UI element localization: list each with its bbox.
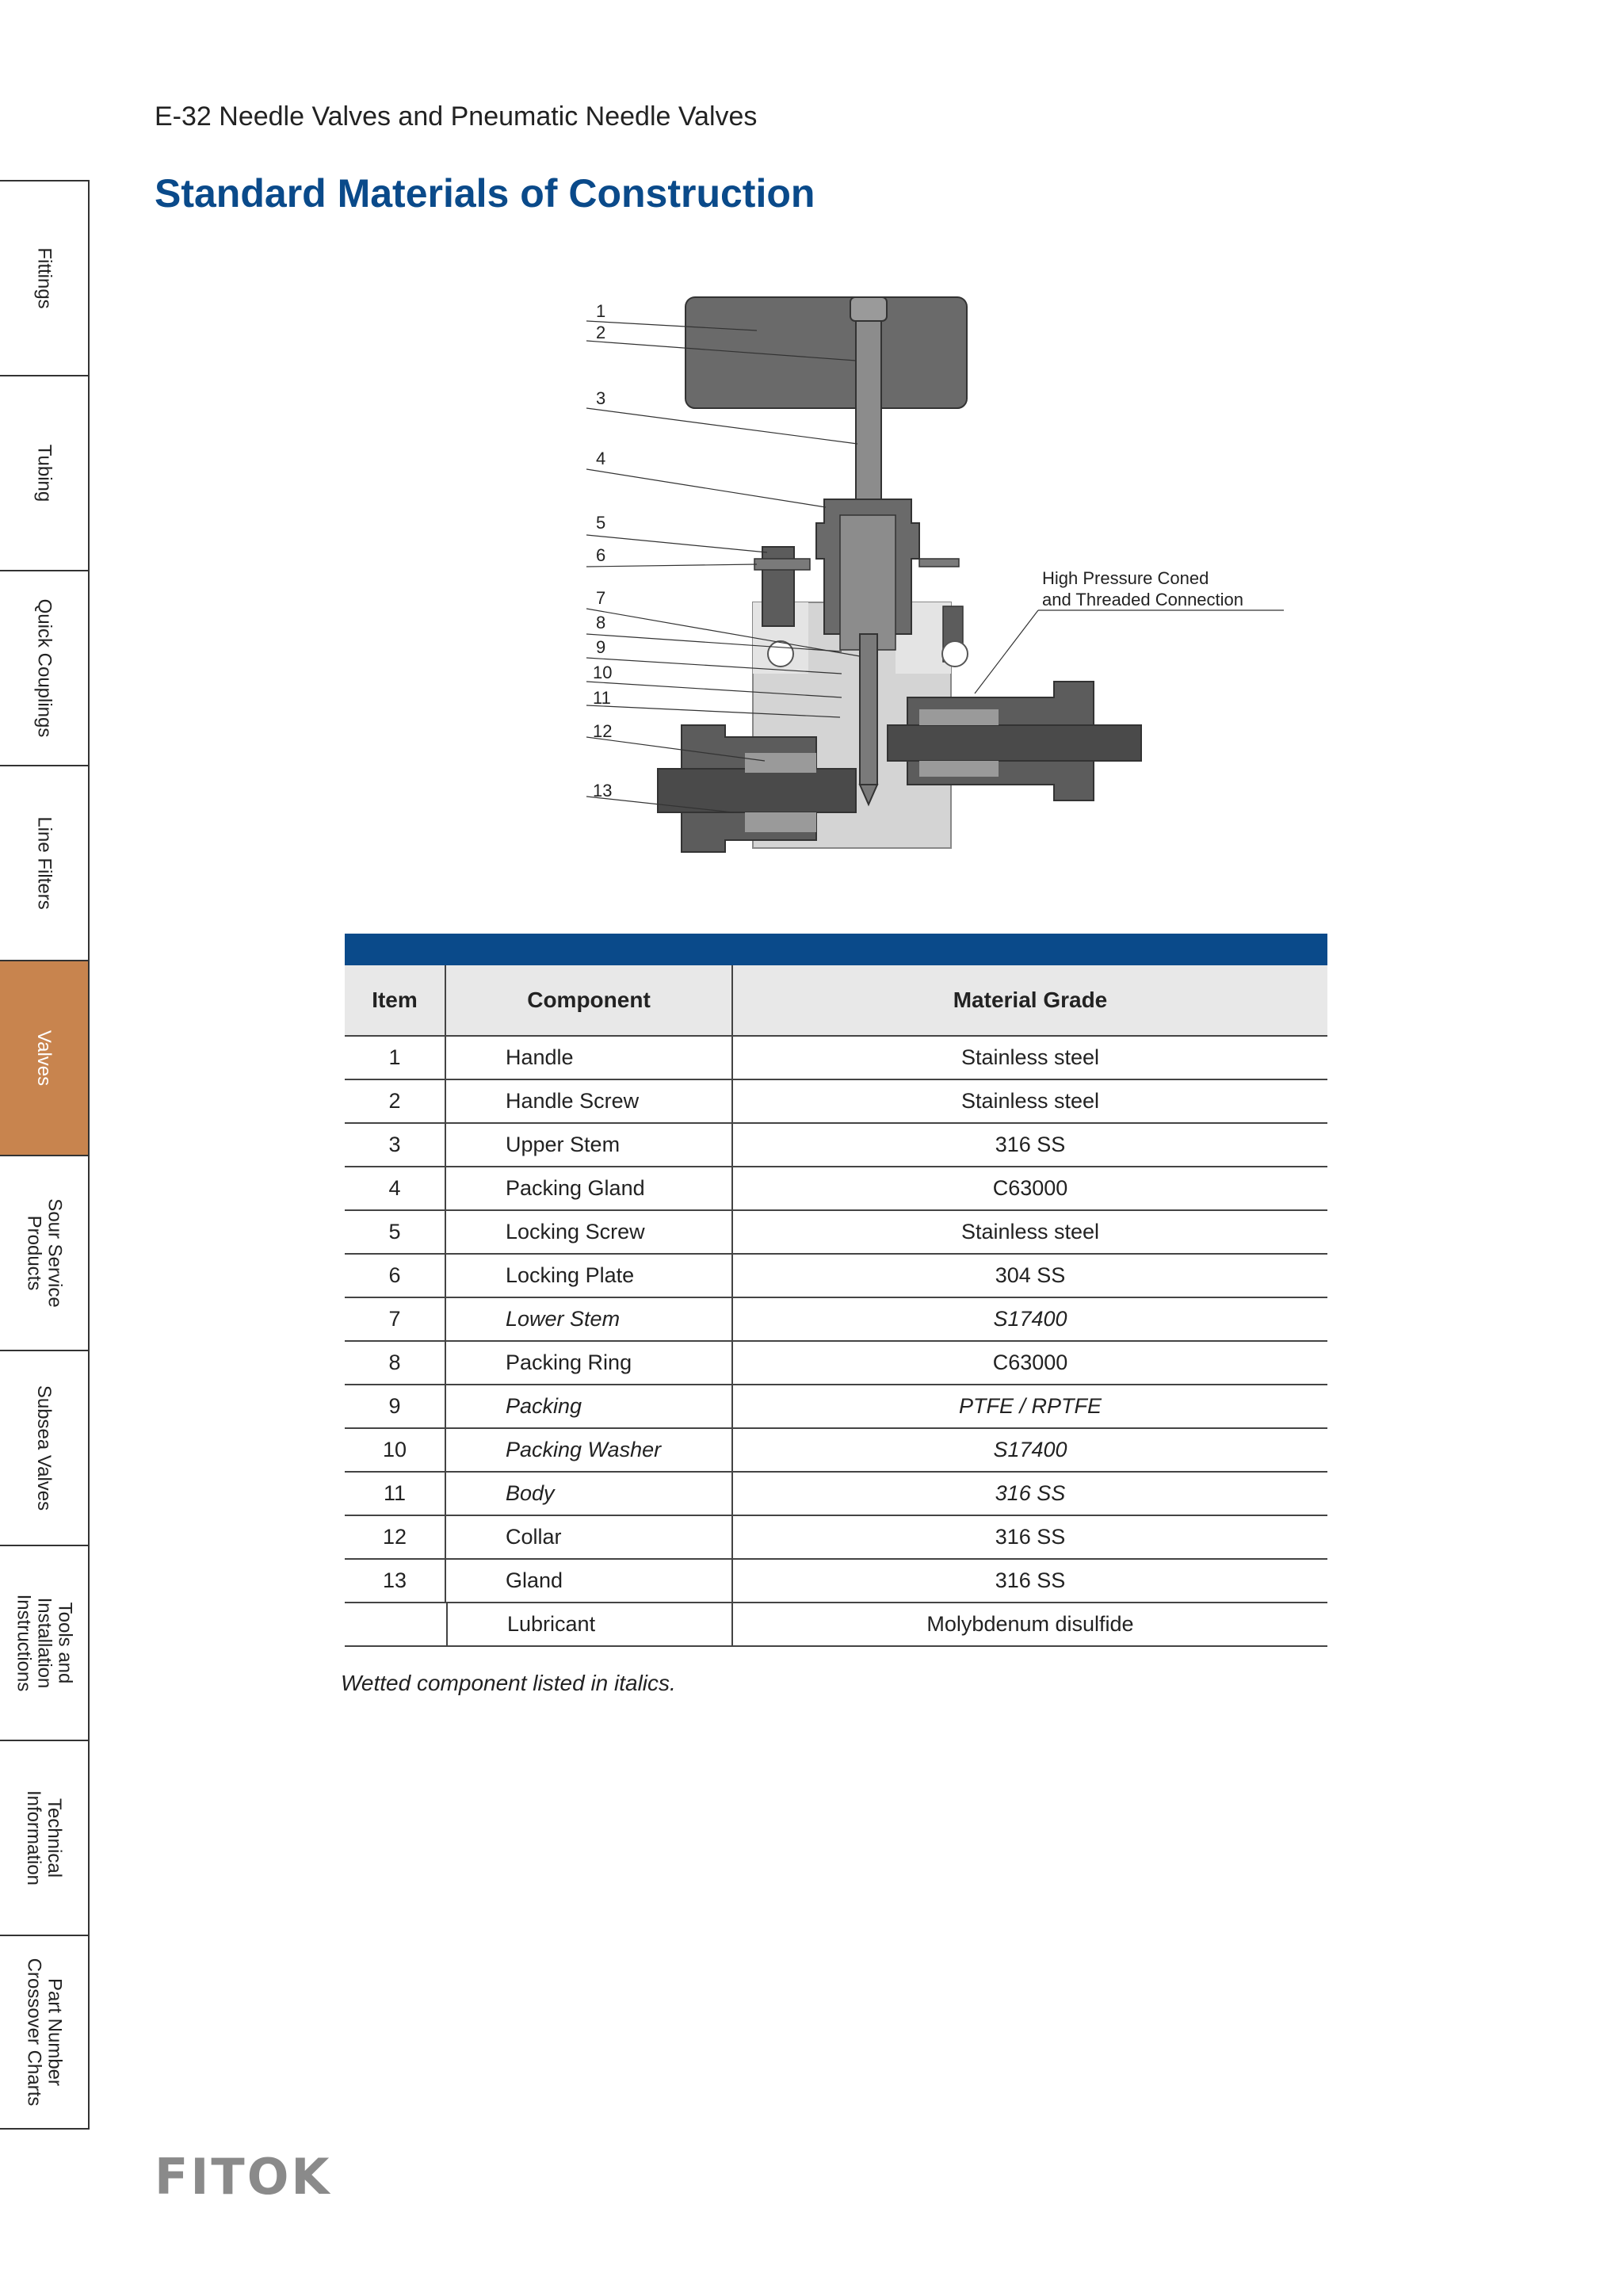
- cell-item: 13: [345, 1560, 446, 1602]
- side-tab-label: Tools and Installation Instructions: [13, 1594, 76, 1692]
- cell-component: Locking Plate: [446, 1255, 733, 1297]
- side-tab-label: Fittings: [33, 247, 55, 309]
- cell-component: Handle: [446, 1037, 733, 1079]
- side-tab-label: Valves: [33, 1030, 55, 1087]
- cell-material: 316 SS: [995, 1568, 1066, 1592]
- valve-cross-section-diagram: [586, 285, 1300, 856]
- callout-11: 11: [593, 688, 611, 708]
- cell-component: Packing Washer: [446, 1429, 733, 1471]
- callout-1: 1: [596, 301, 606, 321]
- callout-13: 13: [593, 781, 613, 800]
- cell-item: 12: [345, 1516, 446, 1558]
- table-row: [345, 1429, 1327, 1473]
- side-tab-valves[interactable]: [0, 960, 90, 1155]
- cell-material: S17400: [993, 1438, 1067, 1461]
- connection-label-line1: High Pressure Coned: [1042, 568, 1209, 588]
- side-tab-label: Line Filters: [33, 816, 55, 910]
- callout-7: 7: [596, 588, 606, 608]
- table-row: [345, 1516, 1327, 1560]
- cell-item: 3: [345, 1124, 446, 1166]
- cell-component: Packing Ring: [446, 1342, 733, 1384]
- wetted-footnote: Wetted component listed in italics.: [341, 1671, 676, 1695]
- callout-4: 4: [596, 449, 606, 468]
- side-tab-fittings[interactable]: [0, 180, 90, 375]
- side-tab-subsea-valves[interactable]: [0, 1350, 90, 1545]
- cell-material: Molybdenum disulfide: [926, 1612, 1134, 1636]
- cell-item: 4: [345, 1167, 446, 1209]
- table-header-band: [345, 934, 1327, 965]
- side-tab-sour-service-products[interactable]: [0, 1155, 90, 1350]
- page-header: E-32 Needle Valves and Pneumatic Needle Valves: [155, 101, 758, 132]
- table-row: [345, 1603, 1327, 1647]
- cell-item: 7: [345, 1298, 446, 1340]
- table-body: [345, 1037, 1327, 1647]
- cell-material: Stainless steel: [960, 1220, 1100, 1244]
- header-component: Component: [446, 965, 733, 1035]
- cell-component: Body: [446, 1473, 733, 1515]
- cell-component: Packing: [446, 1385, 733, 1427]
- connection-label-line2: and Threaded Connection: [1042, 590, 1244, 609]
- side-tab-label: Quick Couplings: [33, 598, 55, 738]
- cell-item: 1: [345, 1037, 446, 1079]
- callout-12: 12: [593, 721, 613, 741]
- side-tab-part-number-crossover-charts[interactable]: [0, 1935, 90, 2130]
- cell-material: 316 SS: [995, 1133, 1066, 1156]
- callout-5: 5: [596, 513, 606, 533]
- side-tab-tubing[interactable]: [0, 375, 90, 570]
- table-row: [345, 1298, 1327, 1342]
- side-tab-technical-information[interactable]: [0, 1740, 90, 1935]
- cell-material: Stainless steel: [960, 1089, 1100, 1113]
- callout-9: 9: [596, 637, 606, 657]
- callout-6: 6: [596, 545, 606, 565]
- cell-component: Lubricant: [446, 1603, 733, 1645]
- cell-material: Stainless steel: [960, 1045, 1100, 1069]
- cell-component: Locking Screw: [446, 1211, 733, 1253]
- side-tab-label: Sour Service Products: [23, 1198, 66, 1308]
- side-tab-line-filters[interactable]: [0, 765, 90, 960]
- cell-material: PTFE / RPTFE: [958, 1394, 1102, 1418]
- cell-material: S17400: [993, 1307, 1067, 1331]
- side-tab-label: Part Number Crossover Charts: [23, 1958, 66, 2107]
- callout-3: 3: [596, 388, 606, 408]
- table-row: [345, 1167, 1327, 1211]
- table-row: [345, 1080, 1327, 1124]
- cell-material: 304 SS: [995, 1263, 1066, 1287]
- cell-material: C63000: [992, 1176, 1068, 1200]
- cell-item: 10: [345, 1429, 446, 1471]
- side-tab-tools-and-installation-instructions[interactable]: [0, 1545, 90, 1740]
- cell-component: Gland: [446, 1560, 733, 1602]
- materials-table: [345, 934, 1327, 1647]
- side-tab-label: Subsea Valves: [33, 1385, 55, 1511]
- cell-material: C63000: [992, 1350, 1068, 1374]
- table-row: [345, 1211, 1327, 1255]
- cell-item: [345, 1603, 446, 1645]
- table-row: [345, 1037, 1327, 1080]
- fitok-logo: FITOK: [155, 2148, 332, 2206]
- table-row: [345, 1342, 1327, 1385]
- cell-item: 9: [345, 1385, 446, 1427]
- table-row: [345, 1255, 1327, 1298]
- lower-stem: [860, 634, 877, 785]
- cell-item: 8: [345, 1342, 446, 1384]
- table-row: [345, 1560, 1327, 1603]
- callout-2: 2: [596, 323, 606, 342]
- side-tab-quick-couplings[interactable]: [0, 570, 90, 765]
- cell-component: Packing Gland: [446, 1167, 733, 1209]
- cell-item: 11: [345, 1473, 446, 1515]
- cell-component: Upper Stem: [446, 1124, 733, 1166]
- cell-item: 6: [345, 1255, 446, 1297]
- table-row: [345, 1385, 1327, 1429]
- side-tab-label: Technical Information: [23, 1790, 66, 1886]
- callout-10: 10: [593, 663, 613, 682]
- table-row: [345, 1124, 1327, 1167]
- valve-handle: [685, 297, 967, 408]
- header-item: Item: [345, 965, 446, 1035]
- callout-8: 8: [596, 613, 606, 632]
- cell-item: 2: [345, 1080, 446, 1122]
- cell-component: Collar: [446, 1516, 733, 1558]
- locking-plate: [754, 559, 810, 570]
- cell-component: Handle Screw: [446, 1080, 733, 1122]
- cell-component: Lower Stem: [446, 1298, 733, 1340]
- cell-material: 316 SS: [995, 1481, 1066, 1505]
- cell-item: 5: [345, 1211, 446, 1253]
- table-header-row: [345, 965, 1327, 1037]
- cell-material: 316 SS: [995, 1525, 1066, 1549]
- side-tab-label: Tubing: [33, 444, 55, 502]
- page-title: Standard Materials of Construction: [155, 171, 815, 216]
- header-material-grade: Material Grade: [953, 988, 1108, 1012]
- table-row: [345, 1473, 1327, 1516]
